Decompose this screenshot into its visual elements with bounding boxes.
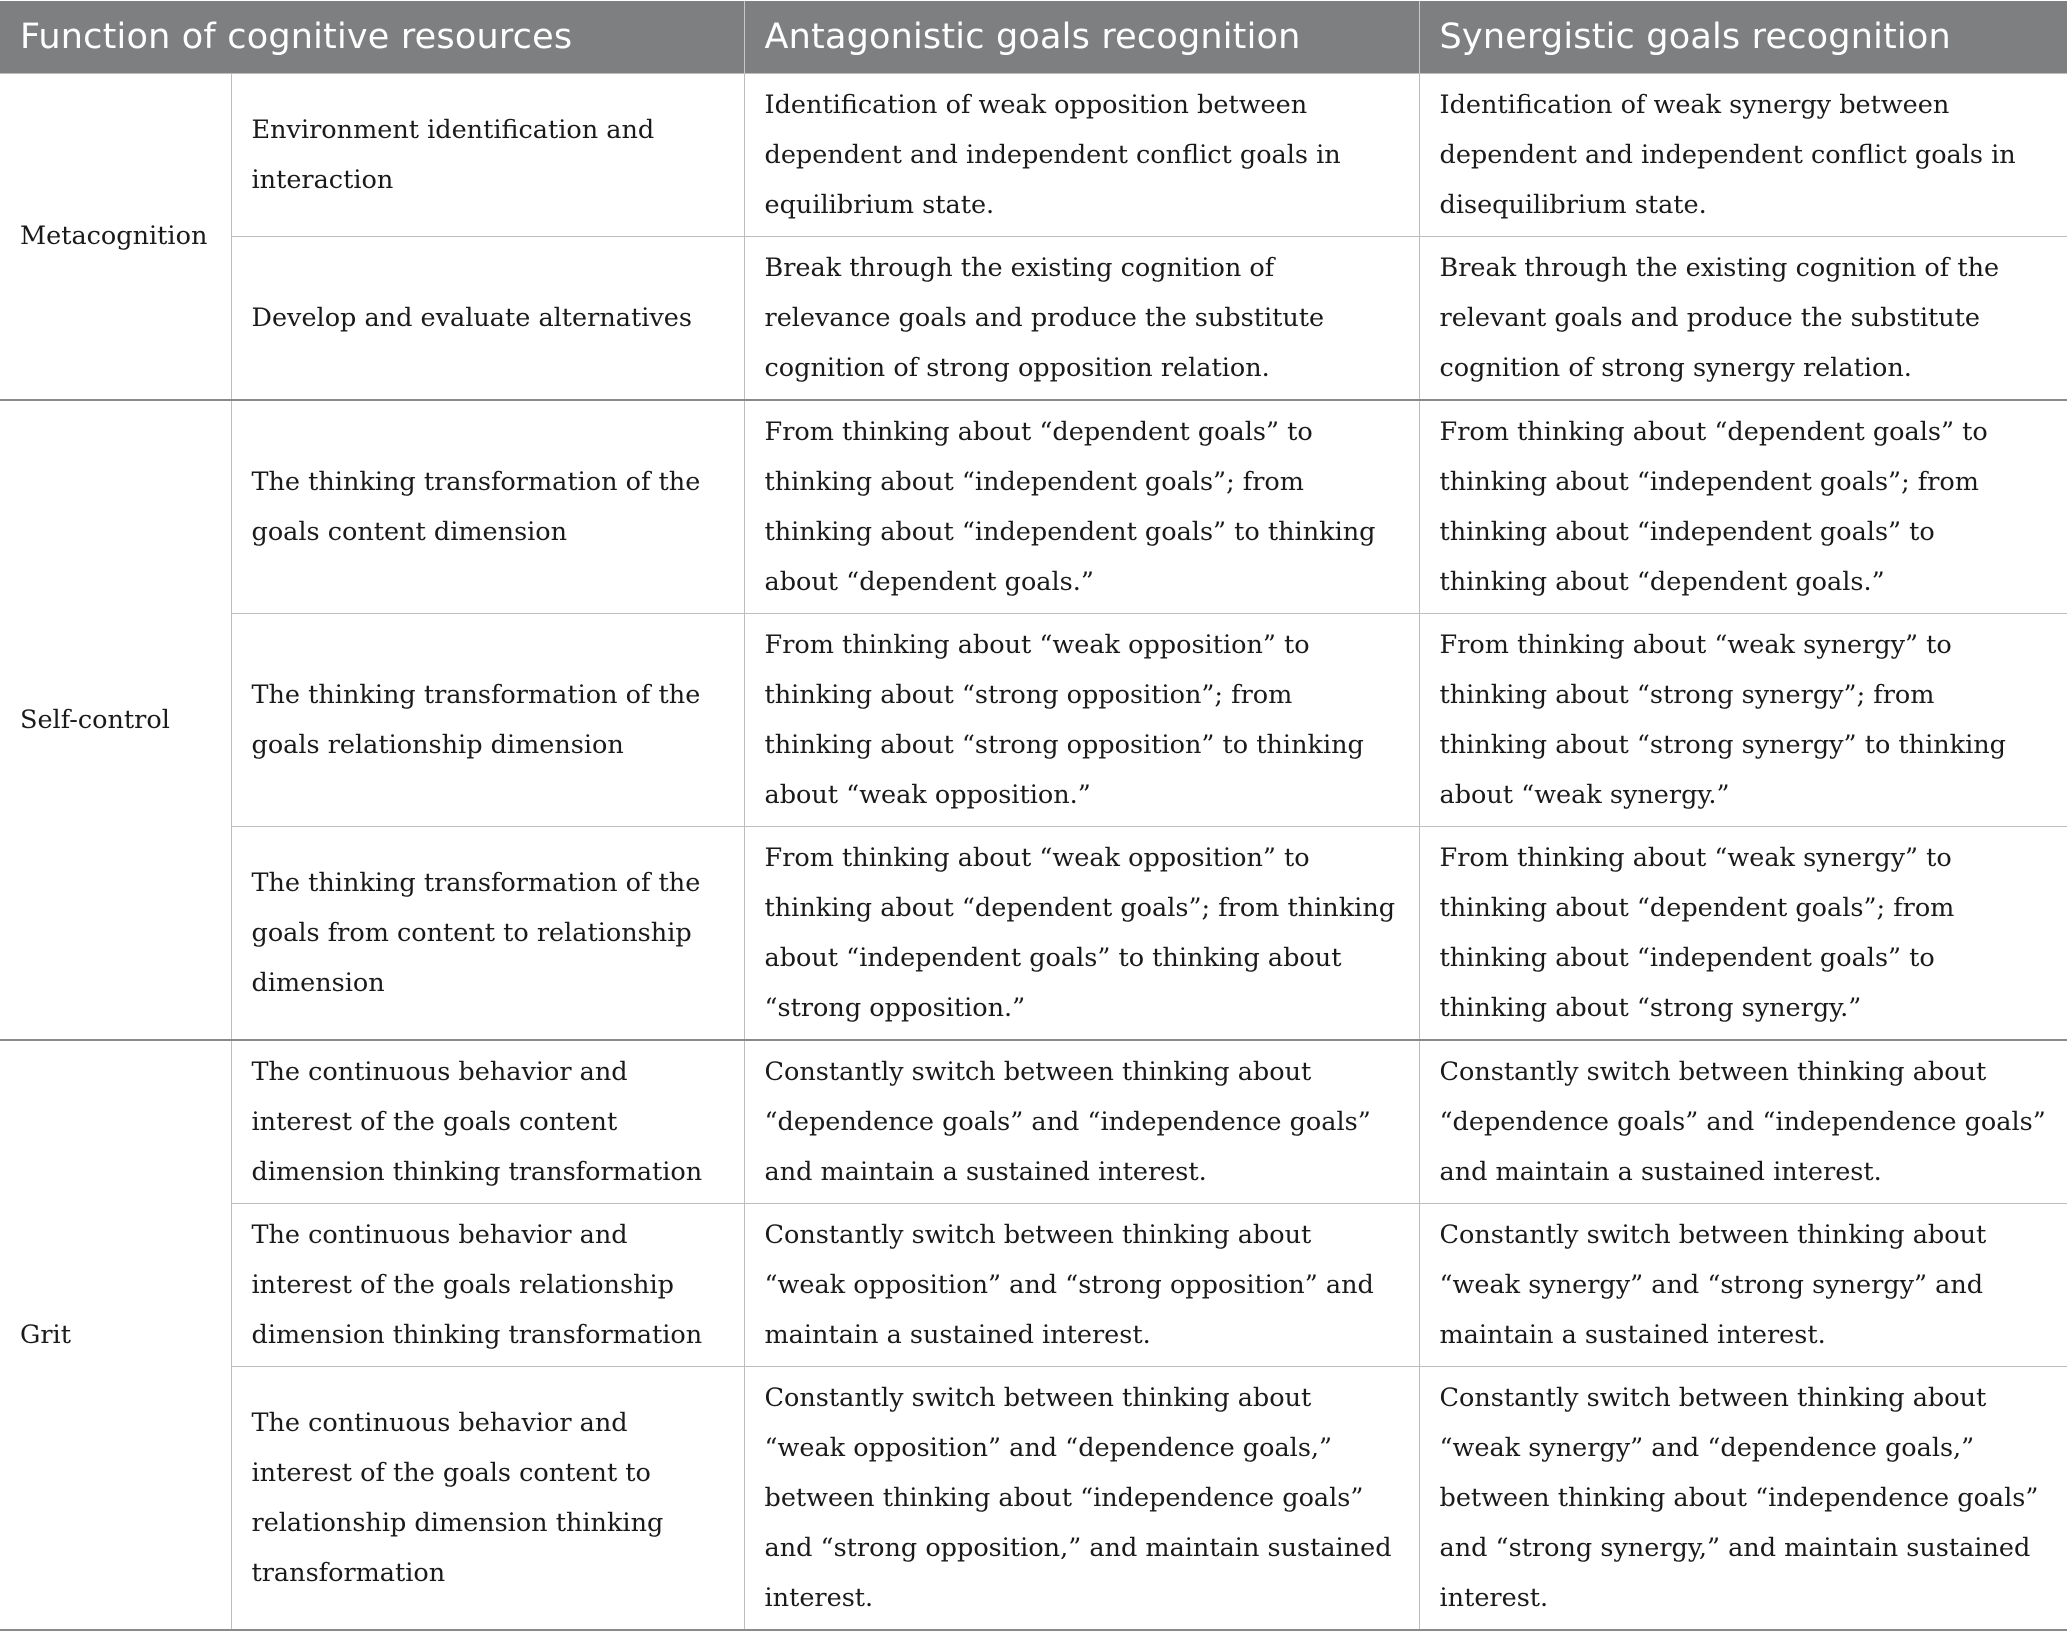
antagonistic-cell: Identification of weak opposition between dependent and independent conflict goals in equilibrium state. xyxy=(744,73,1419,236)
function-cell: Develop and evaluate alternatives xyxy=(231,236,744,400)
header-function: Function of cognitive resources xyxy=(0,1,744,73)
synergistic-cell: From thinking about “weak synergy” to thinking about “dependent goals”; from thinking about “independent goals” to thinking about “strong synergy.” xyxy=(1419,826,2067,1040)
header-synergistic: Synergistic goals recognition xyxy=(1419,1,2067,73)
function-cell: The continuous behavior and interest of the goals content dimension thinking transformation xyxy=(231,1040,744,1204)
function-cell: The continuous behavior and interest of the goals content to relationship dimension thinking transformation xyxy=(231,1366,744,1630)
table-row xyxy=(0,236,2067,400)
function-cell: The thinking transformation of the goals from content to relationship dimension xyxy=(231,826,744,1040)
table-row xyxy=(0,1203,2067,1366)
synergistic-cell: Identification of weak synergy between dependent and independent conflict goals in disequilibrium state. xyxy=(1419,73,2067,236)
antagonistic-cell: Constantly switch between thinking about “dependence goals” and “independence goals” and maintain a sustained interest. xyxy=(744,1040,1419,1204)
antagonistic-cell: Break through the existing cognition of relevance goals and produce the substitute cognition of strong opposition relation. xyxy=(744,236,1419,400)
synergistic-cell: From thinking about “dependent goals” to thinking about “independent goals”; from thinking about “independent goals” to thinking about “dependent goals.” xyxy=(1419,400,2067,614)
antagonistic-cell: Constantly switch between thinking about “weak opposition” and “strong opposition” and maintain a sustained interest. xyxy=(744,1203,1419,1366)
synergistic-cell: Constantly switch between thinking about “weak synergy” and “strong synergy” and maintain a sustained interest. xyxy=(1419,1203,2067,1366)
antagonistic-cell: From thinking about “weak opposition” to thinking about “strong opposition”; from thinking about “strong opposition” to thinking about “weak opposition.” xyxy=(744,613,1419,826)
cognitive-resources-table xyxy=(0,1,2067,1631)
table-row xyxy=(0,1040,2067,1204)
table-row xyxy=(0,613,2067,826)
antagonistic-cell: Constantly switch between thinking about “weak opposition” and “dependence goals,” between thinking about “independence goals” and “strong opposition,” and maintain sustained interest. xyxy=(744,1366,1419,1630)
group-label-metacognition: Metacognition xyxy=(0,73,231,400)
antagonistic-cell: From thinking about “weak opposition” to thinking about “dependent goals”; from thinking about “independent goals” to thinking about “strong opposition.” xyxy=(744,826,1419,1040)
synergistic-cell: Constantly switch between thinking about “weak synergy” and “dependence goals,” between thinking about “independence goals” and “strong synergy,” and maintain sustained interest. xyxy=(1419,1366,2067,1630)
antagonistic-cell: From thinking about “dependent goals” to thinking about “independent goals”; from thinking about “independent goals” to thinking about “dependent goals.” xyxy=(744,400,1419,614)
group-label-grit: Grit xyxy=(0,1040,231,1630)
synergistic-cell: Constantly switch between thinking about “dependence goals” and “independence goals” and maintain a sustained interest. xyxy=(1419,1040,2067,1204)
header-row xyxy=(0,1,2067,73)
group-label-self-control: Self-control xyxy=(0,400,231,1040)
table-row xyxy=(0,400,2067,614)
synergistic-cell: Break through the existing cognition of the relevant goals and produce the substitute cognition of strong synergy relation. xyxy=(1419,236,2067,400)
table-row xyxy=(0,826,2067,1040)
header-antagonistic: Antagonistic goals recognition xyxy=(744,1,1419,73)
function-cell: The thinking transformation of the goals content dimension xyxy=(231,400,744,614)
table-row xyxy=(0,73,2067,236)
function-cell: Environment identification and interaction xyxy=(231,73,744,236)
function-cell: The thinking transformation of the goals relationship dimension xyxy=(231,613,744,826)
synergistic-cell: From thinking about “weak synergy” to thinking about “strong synergy”; from thinking about “strong synergy” to thinking about “weak synergy.” xyxy=(1419,613,2067,826)
table-row xyxy=(0,1366,2067,1630)
function-cell: The continuous behavior and interest of the goals relationship dimension thinking transformation xyxy=(231,1203,744,1366)
